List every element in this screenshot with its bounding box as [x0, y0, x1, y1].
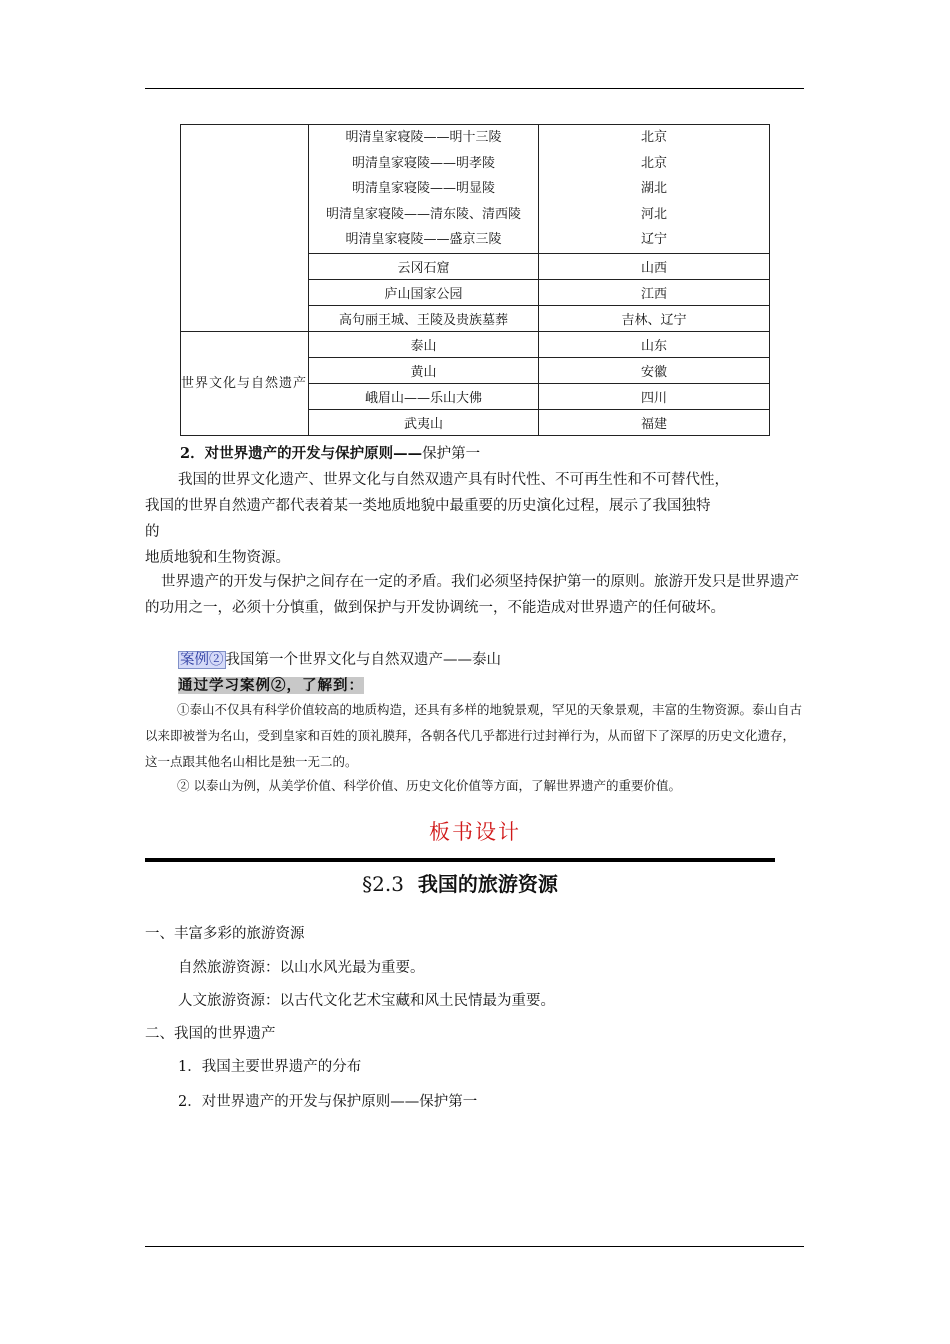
board-divider — [145, 858, 775, 862]
site-location: 吉林、辽宁 — [539, 305, 770, 331]
site-name: 峨眉山——乐山大佛 — [309, 383, 539, 409]
board-design-title: 板书设计 — [429, 820, 521, 844]
site-name: 武夷山 — [309, 409, 539, 435]
page-header-rule — [145, 88, 804, 89]
site-location: 山东 — [539, 331, 770, 357]
principle-paragraph-2: 世界遗产的开发与保护之间存在一定的矛盾。我们必须坚持保护第一的原则。旅游开发只是世界遗产的功用之一，必须十分慎重，做到保护与开发协调统一，不能造成对世界遗产的任何破坏。 — [145, 574, 799, 616]
outline-natural: 自然旅游资源：以山水风光最为重要。 — [178, 960, 425, 976]
principle-paragraph-line: 我国的世界文化遗产、世界文化与自然双遗产具有时代性、不可再生性和不可替代性， — [178, 472, 729, 488]
site-location: 安徽 — [539, 357, 770, 383]
site-location: 福建 — [539, 409, 770, 435]
site-name: 黄山 — [309, 357, 539, 383]
case-learn-label: 通过学习案例②，了解到： — [178, 677, 364, 694]
outline-item-2: 二、我国的世界遗产 — [145, 1026, 276, 1042]
principle-heading: 2．对世界遗产的开发与保护原则——保护第一 — [180, 445, 481, 462]
outline-item-1: 一、丰富多彩的旅游资源 — [145, 926, 305, 942]
case-heading: 案例② 我国第一个世界文化与自然双遗产——泰山 — [180, 652, 501, 668]
principle-paragraph-line: 我国的世界自然遗产都代表着某一类地质地貌中最重要的历史演化过程，展示了我国独特 — [145, 498, 711, 514]
outline-human: 人文旅游资源：以古代文化艺术宝藏和风土民情最为重要。 — [178, 993, 555, 1009]
section-heading: §2.3 我国的旅游资源 — [362, 872, 558, 896]
principle-paragraph-line: 的 — [145, 524, 160, 540]
site-name: 高句丽王城、王陵及贵族墓葬 — [309, 305, 539, 331]
category-cell: 世界文化与自然遗产 — [181, 331, 309, 435]
outline-sub-2: 2．对世界遗产的开发与保护原则——保护第一 — [178, 1094, 478, 1110]
case-link[interactable]: 案例② — [180, 652, 224, 668]
case-point-2: ② 以泰山为例，从美学价值、科学价值、历史文化价值等方面，了解世界遗产的重要价值。 — [177, 778, 681, 793]
table-cell-location-group: 北京 北京 湖北 河北 辽宁 — [539, 125, 770, 254]
site-location: 江西 — [539, 279, 770, 305]
outline-sub-1: 1．我国主要世界遗产的分布 — [178, 1059, 362, 1075]
world-heritage-table — [180, 124, 770, 436]
site-name: 泰山 — [309, 331, 539, 357]
table-cell-site-group: 明清皇家寝陵——明十三陵 明清皇家寝陵——明孝陵 明清皇家寝陵——明显陵 明清皇家寝陵——清东陵、清西陵 明清皇家寝陵——盛京三陵 — [309, 125, 539, 254]
site-name: 云冈石窟 — [309, 253, 539, 279]
principle-paragraph-line: 地质地貌和生物资源。 — [145, 550, 290, 566]
table-row — [181, 331, 770, 357]
case-point-1: ①泰山不仅具有科学价值较高的地质构造，还具有多样的地貌景观，罕见的天象景观，丰富的生物资源。泰山自古以来即被誉为名山，受到皇家和百姓的顶礼膜拜，各朝各代几乎都进行过封禅行为，从而留下了深厚的历史文化遗存，这一点跟其他名山相比是独一无二的。 — [145, 702, 803, 769]
page-footer-rule — [145, 1246, 804, 1247]
category-cell-empty — [181, 125, 309, 332]
site-location: 四川 — [539, 383, 770, 409]
site-name: 庐山国家公园 — [309, 279, 539, 305]
site-location: 山西 — [539, 253, 770, 279]
